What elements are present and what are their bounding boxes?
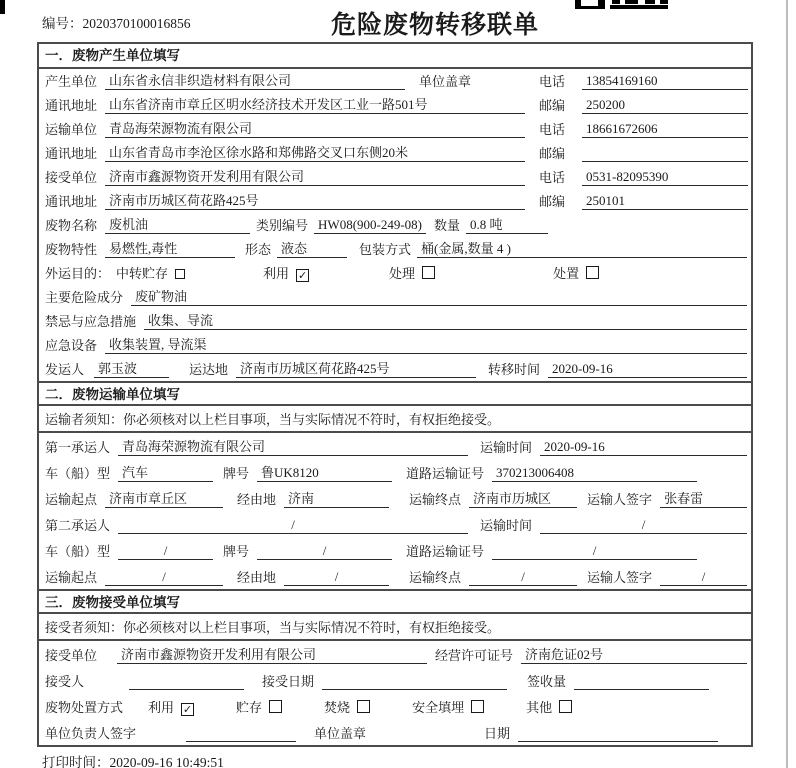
checkbox-field [526, 699, 572, 716]
field-label: 运输人签字 [587, 492, 653, 507]
field-value: 济南 [284, 490, 389, 508]
field-label: 电话 [539, 170, 566, 185]
field-value: / [105, 568, 223, 586]
scan-corner-artifact [0, 0, 5, 14]
field-label: 废物特性 [45, 242, 98, 257]
field-value [129, 673, 244, 690]
field-value [518, 725, 718, 742]
field-label: 包装方式 [359, 242, 412, 257]
checkbox-unchecked [269, 700, 282, 713]
checkbox-field [116, 265, 185, 282]
form-row [39, 69, 751, 93]
field-value: 汽车 [118, 464, 213, 482]
field-label: 运输起点 [45, 570, 98, 585]
field-value: 山东省济南市章丘区明水经济技术开发区工业一路501号 [105, 96, 525, 114]
field-label: 电话 [539, 122, 566, 137]
notice-row [39, 614, 751, 641]
field-value: 0.8 吨 [466, 216, 548, 234]
checkbox-label: 中转贮存 [116, 266, 169, 281]
field-value: 0531-82095390 [582, 168, 748, 186]
serial-value: 2020370100016856 [82, 16, 191, 31]
form-row [39, 189, 751, 213]
notice-text: 接受者须知：你必须核对以上栏目事项，当与实际情况不符时，有权拒绝接受。 [45, 620, 501, 635]
field-value: 济南市章丘区 [105, 490, 223, 508]
form-serial-number [42, 12, 191, 32]
field-value: 鲁UK8120 [257, 464, 392, 482]
field-label: 牌号 [223, 544, 250, 559]
checkbox-label: 其他 [526, 700, 553, 715]
field-label: 日期 [484, 726, 511, 741]
form-row [39, 333, 751, 357]
section-header: 三．废物接受单位填写 [39, 589, 751, 614]
form-row [39, 165, 751, 189]
checkbox-unchecked [422, 266, 435, 279]
field-label: 接受单位 [45, 170, 98, 185]
field-label: 邮编 [539, 194, 566, 209]
field-value: / [540, 516, 747, 534]
form-row [39, 141, 751, 165]
field-label: 通讯地址 [45, 146, 98, 161]
field-value: 废机油 [105, 216, 250, 234]
checkbox-label: 贮存 [236, 700, 263, 715]
field-label: 废物名称 [45, 218, 98, 233]
field-label: 单位盖章 [314, 726, 367, 741]
field-label: 单位负责人签字 [45, 726, 137, 741]
checkbox-unchecked [175, 269, 185, 279]
field-label: 形态 [245, 242, 272, 257]
field-value: 18661672606 [582, 120, 748, 138]
field-label: 运输时间 [480, 440, 533, 455]
form-row [39, 641, 751, 667]
field-value: 收集、导流 [144, 312, 747, 330]
field-value [322, 673, 507, 690]
checkbox-field [553, 265, 599, 282]
field-value: / [257, 542, 392, 560]
field-value: 250200 [582, 96, 748, 114]
field-value: 2020-09-16 [548, 360, 747, 378]
field-label: 第一承运人 [45, 440, 111, 455]
field-value: 济南市历城区荷花路425号 [105, 192, 525, 210]
checkbox-label: 处理 [389, 266, 416, 281]
field-label: 数量 [434, 218, 461, 233]
form-row [39, 357, 751, 381]
notice-row [39, 406, 751, 433]
form-row [39, 563, 751, 589]
field-value: 济南市历城区荷花路425号 [236, 360, 476, 378]
field-value: HW08(900-249-08) [314, 216, 426, 234]
form-row [39, 237, 751, 261]
checkbox-field [263, 265, 309, 282]
checkbox-unchecked [586, 266, 599, 279]
notice-text: 运输者须知：你必须核对以上栏目事项，当与实际情况不符时，有权拒绝接受。 [45, 412, 501, 427]
form-row [39, 93, 751, 117]
form-row [39, 511, 751, 537]
field-value: 山东省永信非织造材料有限公司 [105, 72, 405, 90]
field-value: 济南市鑫源物资开发利用有限公司 [105, 168, 525, 186]
field-label: 通讯地址 [45, 98, 98, 113]
field-value [574, 673, 709, 690]
qr-code-fragment [575, 0, 668, 9]
field-label: 禁忌与应急措施 [45, 314, 137, 329]
checkbox-checked: ✓ [182, 703, 193, 716]
checkbox-checked: ✓ [297, 269, 308, 282]
form-row [39, 309, 751, 333]
field-label: 第二承运人 [45, 518, 111, 533]
field-value: 青岛海荣源物流有限公司 [118, 438, 468, 456]
field-label: 签收量 [527, 674, 567, 689]
field-label: 接受单位 [45, 648, 98, 663]
checkbox-field [412, 699, 484, 716]
form-row [39, 693, 751, 719]
field-label: 经由地 [237, 492, 277, 507]
field-value: 郭玉波 [94, 360, 169, 378]
form-row [39, 285, 751, 309]
checkbox-unchecked [471, 700, 484, 713]
field-value: 济南市历城区 [469, 490, 577, 508]
field-label: 废物处置方式 [45, 700, 124, 715]
form-row [39, 459, 751, 485]
field-value: 收集装置, 导流渠 [105, 336, 747, 354]
field-value: / [469, 568, 577, 586]
field-label: 车（船）型 [45, 466, 111, 481]
form-row [39, 537, 751, 563]
field-value: / [118, 516, 468, 534]
form-row [39, 485, 751, 511]
field-label: 车（船）型 [45, 544, 111, 559]
print-time-value: 2020-09-16 10:49:51 [109, 755, 224, 768]
field-value: / [660, 568, 747, 586]
field-label: 邮编 [539, 98, 566, 113]
field-value [582, 145, 748, 162]
field-value: 2020-09-16 [540, 438, 747, 456]
field-label: 经营许可证号 [435, 648, 514, 663]
checkbox-label: 利用 [263, 266, 290, 281]
form-row [39, 433, 751, 459]
field-label: 道路运输证号 [406, 466, 485, 481]
field-value: 250101 [582, 192, 748, 210]
field-value: 液态 [277, 240, 347, 258]
field-value: / [118, 542, 213, 560]
field-value: 桶(金属,数量 4 ) [417, 240, 747, 258]
field-label: 运输终点 [409, 492, 462, 507]
form-row [39, 261, 751, 285]
field-value: 370213006408 [492, 464, 697, 482]
checkbox-label: 焚烧 [324, 700, 351, 715]
field-label: 运达地 [189, 362, 229, 377]
field-text: 单位盖章 [419, 74, 472, 89]
field-label: 邮编 [539, 146, 566, 161]
field-label: 接受日期 [262, 674, 315, 689]
field-label: 电话 [539, 74, 566, 89]
checkbox-field [389, 265, 435, 282]
field-label: 转移时间 [488, 362, 541, 377]
field-label: 发运人 [45, 362, 85, 377]
field-label: 运输终点 [409, 570, 462, 585]
field-label: 产生单位 [45, 74, 98, 89]
checkbox-label: 处置 [553, 266, 580, 281]
form-row [39, 213, 751, 237]
page-edge-line [786, 0, 788, 768]
form-table [37, 42, 753, 747]
field-label: 主要危险成分 [45, 290, 124, 305]
field-value: / [284, 568, 389, 586]
field-label: 通讯地址 [45, 194, 98, 209]
field-label: 类别编号 [256, 218, 309, 233]
field-label: 运输人签字 [587, 570, 653, 585]
field-label: 运输起点 [45, 492, 98, 507]
field-label: 经由地 [237, 570, 277, 585]
field-value: 易燃性,毒性 [105, 240, 235, 258]
field-value: 张春雷 [660, 490, 747, 508]
field-label: 道路运输证号 [406, 544, 485, 559]
serial-label: 编号： [42, 16, 83, 31]
field-label: 应急设备 [45, 338, 98, 353]
checkbox-field [236, 699, 282, 716]
document-title: 危险废物转移联单 [331, 12, 540, 39]
print-time-label: 打印时间： [42, 755, 110, 768]
field-label: 外运目的： [45, 266, 111, 281]
field-label: 运输单位 [45, 122, 98, 137]
field-value: 山东省青岛市李沧区徐水路和郑佛路交叉口东侧20米 [105, 144, 525, 162]
checkbox-label: 利用 [148, 700, 175, 715]
checkbox-unchecked [559, 700, 572, 713]
section-header: 二．废物运输单位填写 [39, 381, 751, 406]
form-row [39, 117, 751, 141]
field-value: 济南市鑫源物资开发利用有限公司 [117, 646, 427, 664]
field-label: 接受人 [45, 674, 85, 689]
section-header: 一．废物产生单位填写 [39, 44, 751, 69]
field-value: 废矿物油 [131, 288, 747, 306]
field-label: 牌号 [223, 466, 250, 481]
field-value [186, 725, 296, 742]
field-value: / [492, 542, 697, 560]
checkbox-label: 安全填埋 [412, 700, 465, 715]
form-row [39, 667, 751, 693]
checkbox-field [148, 699, 194, 716]
checkbox-unchecked [357, 700, 370, 713]
field-value: 13854169160 [582, 72, 748, 90]
field-value: 青岛海荣源物流有限公司 [105, 120, 525, 138]
checkbox-field [324, 699, 370, 716]
field-value: 济南危证02号 [521, 646, 747, 664]
field-label: 运输时间 [480, 518, 533, 533]
print-time [42, 751, 224, 768]
form-row [39, 719, 751, 745]
